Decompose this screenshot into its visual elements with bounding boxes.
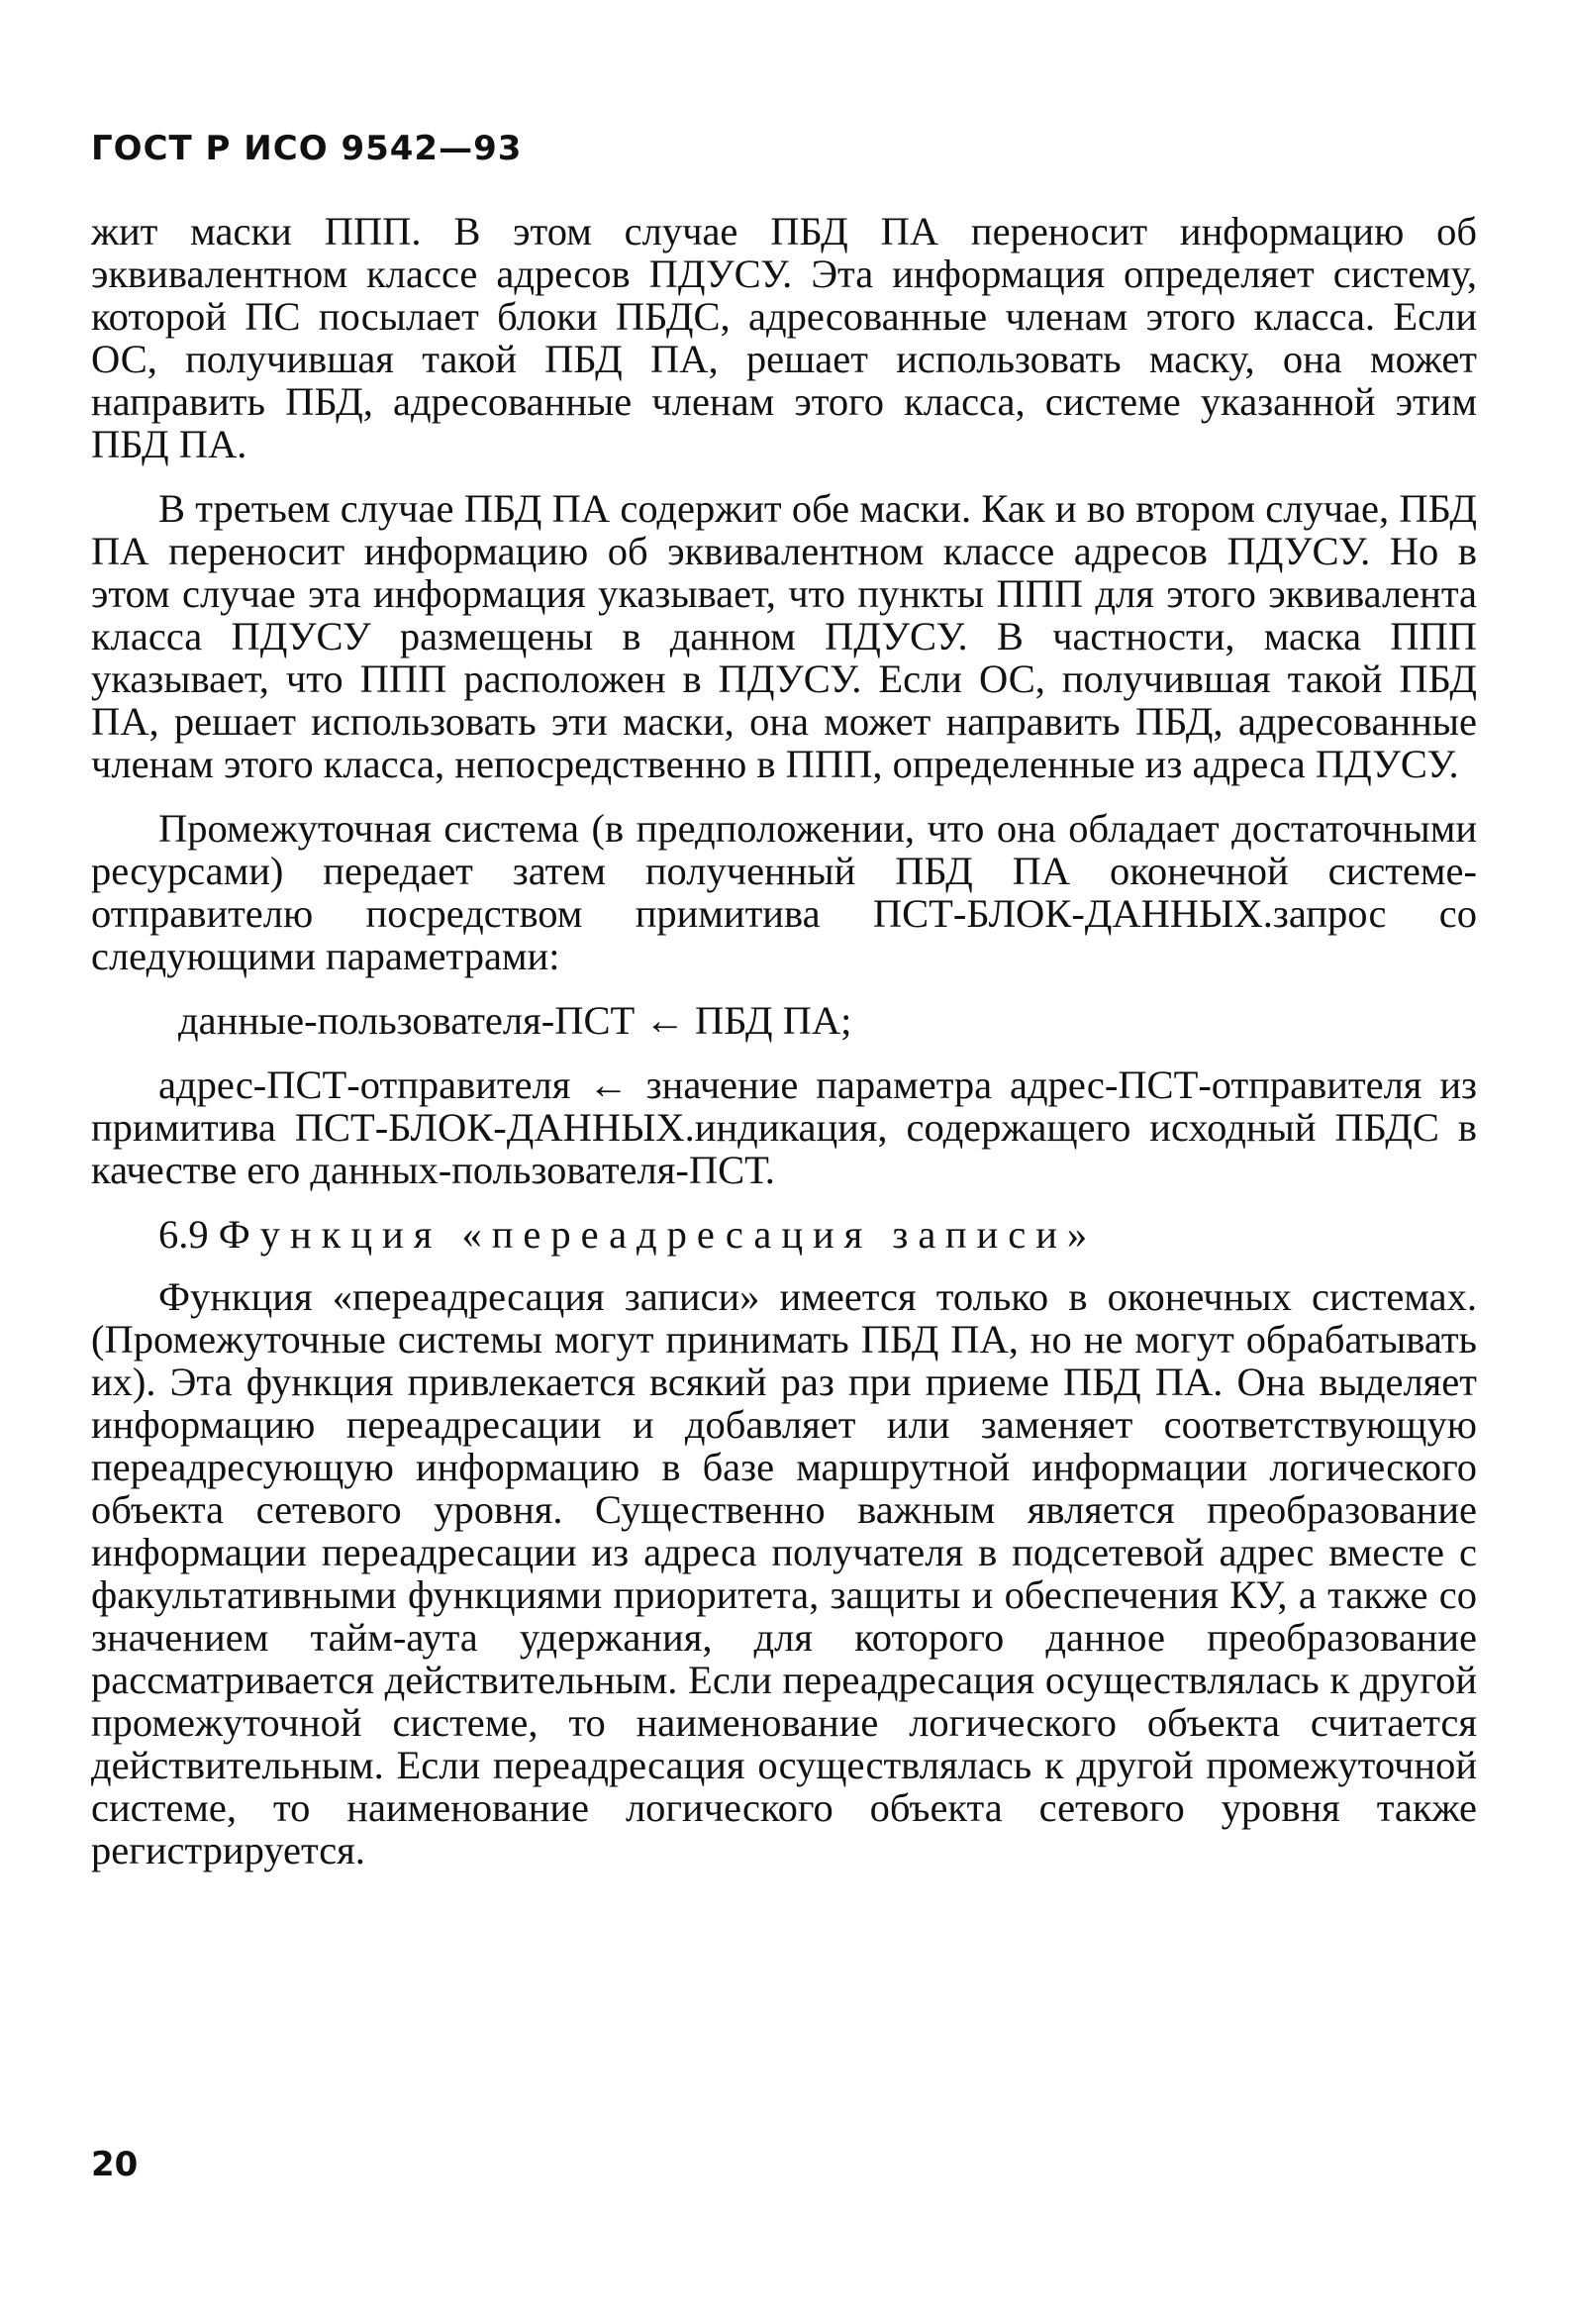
- section-title: Функция «переадресация записи»: [218, 1212, 1098, 1257]
- section-heading: [158, 1213, 1477, 1256]
- document-page: [91, 129, 1477, 1893]
- paragraph-redirect-function: Функция «переадресация записи» имеется только в оконечных системах. (Промежуточные системы могут принимать ПБД ПА, но не могут обрабатывать их). Эта функция привлекается всякий раз при приеме ПБД ПА. Она выделяет информацию переадресации и добавляет или заменяет соответствующую переадресующую информацию в базе маршрутной информации логического объекта сетевого уровня. Существенно важным является преобразование информации переадресации из адреса получателя в подсетевой адрес вместе с факультативными функциями приоритета, защиты и обеспечения КУ, а также со значением тайм-аута удержания, для которого данное преобразование рассматривается действительным. Если переадресация осуществлялась к другой промежуточной системе, то наименование логического объекта считается действительным. Если переадресация осуществлялась к другой промежуточной системе, то наименование логического объекта сетевого уровня также регистрируется.: [91, 1274, 1477, 1872]
- parameter-user-data: данные-пользователя-ПСТ ← ПБД ПА;: [178, 998, 852, 1043]
- paragraph-third-case: В третьем случае ПБД ПА содержит обе маски. Как и во втором случае, ПБД ПА переносит информацию об эквивалентном классе адресов ПДУСУ. Но в этом случае эта информация указывает, что пункты ППП для этого эквивалента класса ПДУСУ размещены в данном ПДУСУ. В частности, маска ППП указывает, что ППП расположен в ПДУСУ. Если ОС, получившая такой ПБД ПА, решает использовать эти маски, она может направить ПБД, адресованные членам этого класса, непосредственно в ППП, определенные из адреса ПДУСУ.: [91, 486, 1477, 786]
- paragraph-intermediate-system: Промежуточная система (в предположении, что она обладает достаточными ресурсами) передает затем полученный ПБД ПА оконечной системе-отправителю посредством примитива ПСТ-БЛОК-ДАННЫХ.запрос со следующими параметрами:: [91, 806, 1477, 978]
- parameter-source-address: адрес-ПСТ-отправителя ← значение параметра адрес-ПСТ-отправителя из примитива ПСТ-БЛОК-ДАННЫХ.индикация, содержащего исходный ПБДС в качестве его данных-пользователя-ПСТ.: [91, 1062, 1477, 1192]
- paragraph-continuation: жит маски ППП. В этом случае ПБД ПА переносит информацию об эквивалентном классе адресов ПДУСУ. Эта информация определяет систему, которой ПС посылает блоки ПБДС, адресованные членам этого класса. Если ОС, получившая такой ПБД ПА, решает использовать маску, она может направить ПБД, адресованные членам этого класса, системе указанной этим ПБД ПА.: [91, 209, 1477, 466]
- section-number: 6.9: [158, 1212, 209, 1257]
- page-number: 20: [91, 2145, 139, 2184]
- document-header: ГОСТ Р ИСО 9542—93: [91, 129, 523, 168]
- document-body: [91, 210, 1477, 1871]
